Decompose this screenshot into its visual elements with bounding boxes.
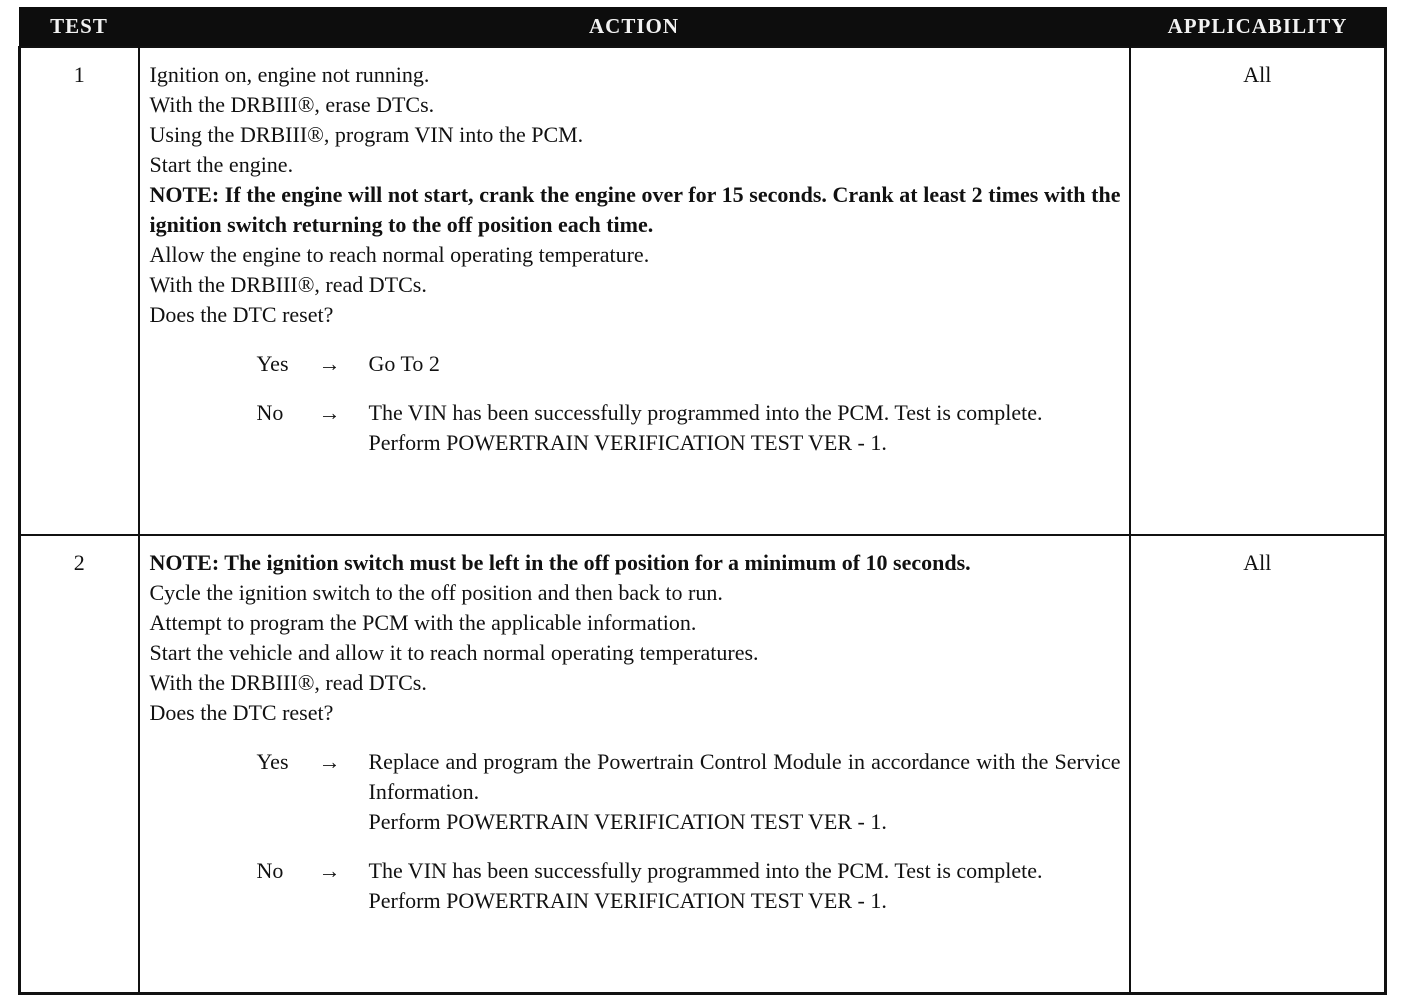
outcome-line: Replace and program the Powertrain Control Module in accordance with the Service Information. bbox=[368, 749, 1121, 804]
outcome-line: The VIN has been successfully programmed into the PCM. Test is complete. bbox=[368, 400, 1043, 425]
no-result bbox=[150, 398, 1121, 458]
yes-outcome bbox=[369, 747, 1121, 837]
applicability-value: All bbox=[1130, 535, 1386, 994]
action-line: Allow the engine to reach normal operating temperature. bbox=[149, 242, 650, 267]
action-line: Start the engine. bbox=[149, 152, 294, 177]
header-applicability: APPLICABILITY bbox=[1130, 7, 1386, 47]
outcome-line: Perform POWERTRAIN VERIFICATION TEST VER - 1. bbox=[368, 430, 887, 455]
header-row bbox=[20, 7, 1386, 47]
action-cell bbox=[139, 47, 1130, 535]
note-text: NOTE: The ignition switch must be left in the off position for a minimum of 10 seconds. bbox=[149, 550, 971, 575]
no-outcome bbox=[369, 856, 1121, 916]
outcome-line: The VIN has been successfully programmed into the PCM. Test is complete. bbox=[368, 858, 1043, 883]
action-line: Cycle the ignition switch to the off position and then back to run. bbox=[149, 580, 723, 605]
action-line: With the DRBIII®, read DTCs. bbox=[149, 670, 427, 695]
outcome-line: Perform POWERTRAIN VERIFICATION TEST VER - 1. bbox=[368, 809, 887, 834]
arrow-icon: → bbox=[318, 749, 341, 774]
note-text: NOTE: If the engine will not start, crank the engine over for 15 seconds. Crank at least 2 times with the ignition switch returning to the off position each time. bbox=[149, 182, 1121, 237]
table-row bbox=[20, 535, 1386, 994]
outcome-line: Go To 2 bbox=[368, 351, 440, 376]
action-line: Using the DRBIII®, program VIN into the PCM. bbox=[149, 122, 584, 147]
outcome-line: Perform POWERTRAIN VERIFICATION TEST VER - 1. bbox=[368, 888, 887, 913]
test-number: 1 bbox=[20, 47, 139, 535]
action-line: Start the vehicle and allow it to reach normal operating temperatures. bbox=[149, 640, 759, 665]
applicability-value: All bbox=[1130, 47, 1386, 535]
action-line: Does the DTC reset? bbox=[149, 700, 334, 725]
no-label: No bbox=[256, 400, 284, 425]
action-cell bbox=[139, 535, 1130, 994]
action-line: Ignition on, engine not running. bbox=[149, 62, 430, 87]
yes-label: Yes bbox=[256, 749, 289, 774]
arrow-icon: → bbox=[318, 858, 341, 883]
yes-outcome bbox=[369, 349, 1121, 379]
table-row bbox=[20, 47, 1386, 535]
yes-result bbox=[150, 747, 1121, 837]
yes-result bbox=[150, 349, 1121, 379]
arrow-icon: → bbox=[318, 351, 341, 376]
header-action: ACTION bbox=[139, 7, 1130, 47]
arrow-icon: → bbox=[318, 400, 341, 425]
test-table bbox=[18, 7, 1387, 995]
action-line: With the DRBIII®, read DTCs. bbox=[149, 272, 427, 297]
no-result bbox=[150, 856, 1121, 916]
action-line: Attempt to program the PCM with the applicable information. bbox=[149, 610, 697, 635]
no-outcome bbox=[369, 398, 1121, 458]
yes-label: Yes bbox=[256, 351, 289, 376]
test-number: 2 bbox=[20, 535, 139, 994]
action-line: Does the DTC reset? bbox=[149, 302, 334, 327]
no-label: No bbox=[256, 858, 284, 883]
action-line: With the DRBIII®, erase DTCs. bbox=[149, 92, 435, 117]
header-test: TEST bbox=[20, 7, 139, 47]
diagnostic-test-table bbox=[18, 7, 1386, 995]
